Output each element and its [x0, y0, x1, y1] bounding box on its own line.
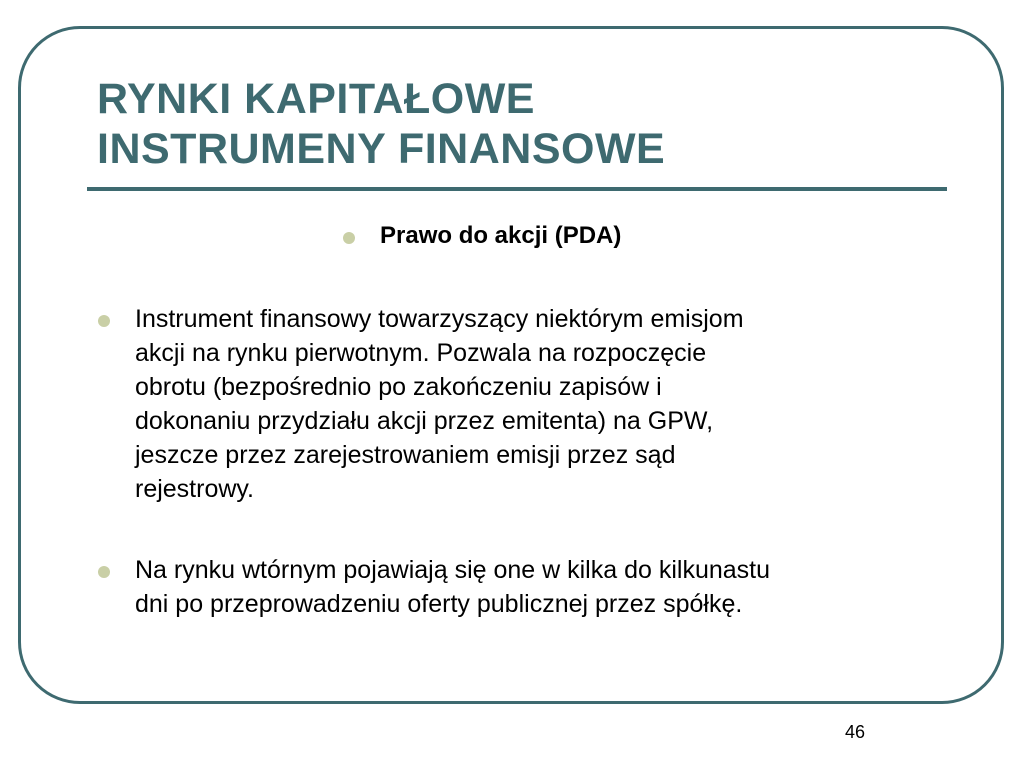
bullet-1-line: rejestrowy. — [135, 475, 255, 503]
bullet-1-line: dokonaniu przydziału akcji przez emitenta) na GPW, — [135, 407, 714, 435]
bullet-1-line: Instrument finansowy towarzyszący niektórym emisjom — [135, 305, 744, 333]
bullet-1-icon — [98, 315, 110, 327]
bullet-1-line: akcji na rynku pierwotnym. Pozwala na rozpoczęcie — [135, 339, 707, 367]
title-line-2: INSTRUMENY FINANSOWE — [97, 125, 666, 173]
bullet-1-line: obrotu (bezpośrednio po zakończeniu zapisów i — [135, 373, 662, 401]
bullet-1-text — [135, 302, 935, 506]
title-line-1: RYNKI KAPITAŁOWE — [97, 75, 535, 123]
bullet-2-text — [135, 553, 935, 621]
page-number: 46 — [845, 722, 866, 742]
subheading: Prawo do akcji (PDA) — [380, 222, 622, 249]
bullet-2-icon — [98, 566, 110, 578]
slide-title — [97, 74, 665, 174]
bullet-2-line: Na rynku wtórnym pojawiają się one w kilka do kilkunastu — [135, 556, 771, 584]
bullet-2-line: dni po przeprowadzeniu oferty publicznej przez spółkę. — [135, 590, 743, 618]
title-underline — [87, 187, 947, 191]
subheading-bullet-icon — [343, 232, 355, 244]
bullet-1-line: jeszcze przez zarejestrowaniem emisji przez sąd — [135, 441, 676, 469]
